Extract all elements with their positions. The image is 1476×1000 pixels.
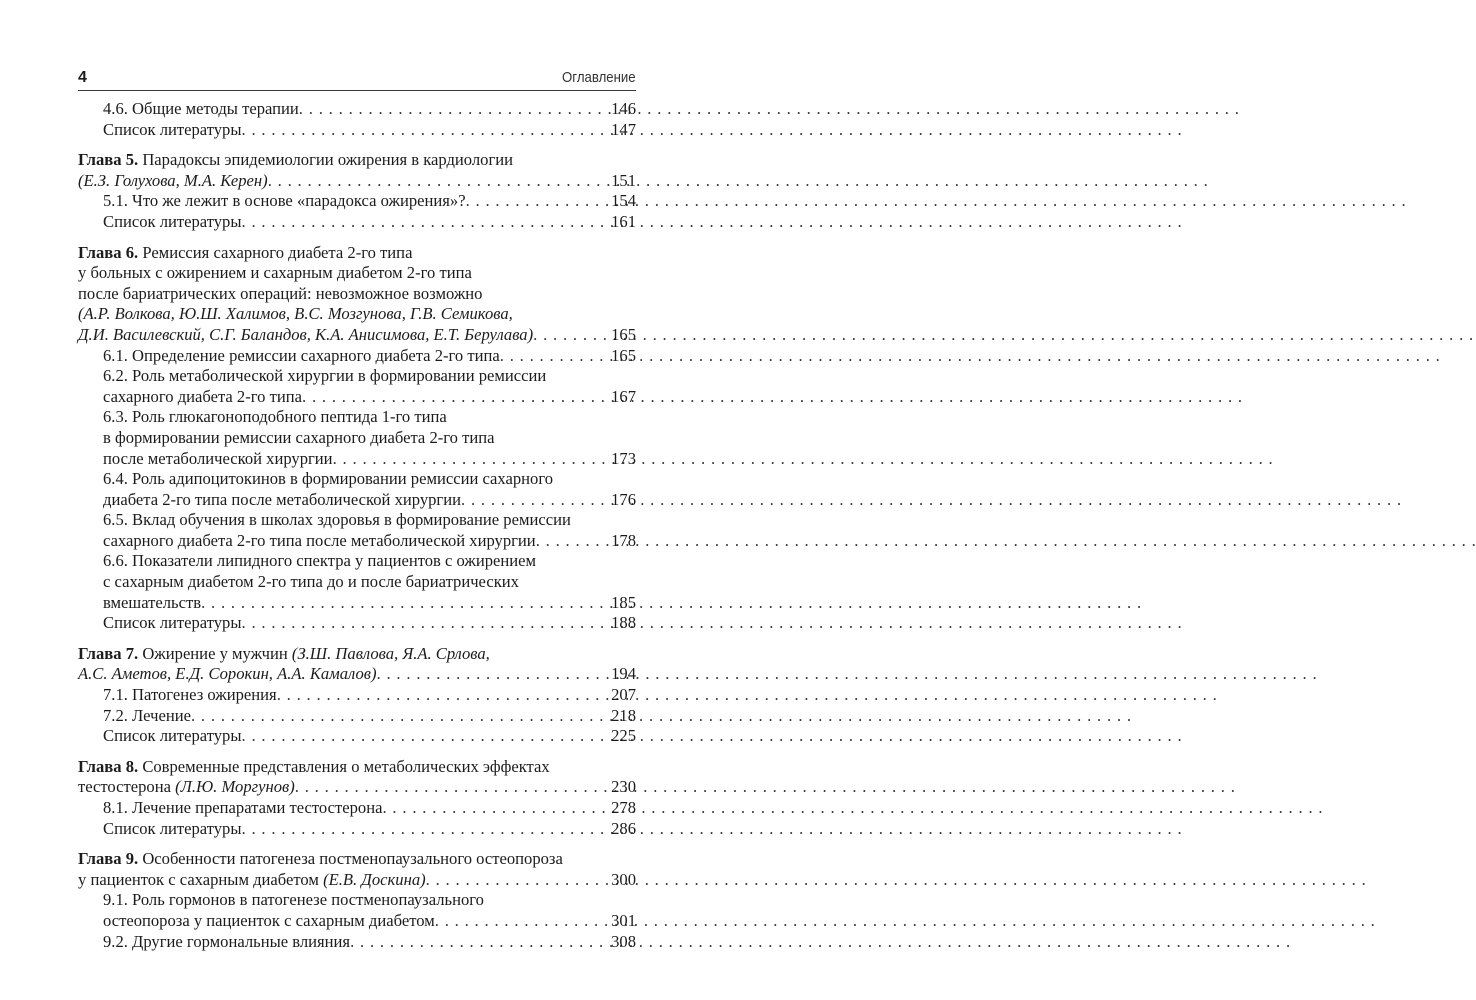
- toc-line: [78, 407, 636, 428]
- toc-text: 7.2. Лечение: [103, 705, 191, 725]
- toc-line-text: [103, 890, 484, 911]
- toc-entry-references[interactable]: [78, 819, 636, 840]
- toc-line-text: [78, 304, 513, 325]
- dot-leader: [466, 191, 610, 212]
- page-ref[interactable]: 188: [611, 613, 636, 633]
- page-ref[interactable]: 173: [611, 448, 636, 468]
- toc-text: сахарного диабета 2-го типа: [103, 386, 302, 406]
- toc-line: [78, 890, 636, 911]
- dot-leader: [461, 490, 609, 511]
- toc-text: Список литературы: [103, 818, 242, 838]
- toc-text: 9.1. Роль гормонов в патогенезе постменопаузального: [103, 890, 484, 910]
- dot-leader: [295, 777, 609, 798]
- toc-line-text: [103, 531, 536, 552]
- chapter-title: у пациенток с сахарным диабетом: [78, 869, 319, 889]
- toc-text: 6.1. Определение ремиссии сахарного диабета 2-го типа: [103, 345, 500, 365]
- chapter-authors: (А.Р. Волкова, Ю.Ш. Халимов, В.С. Мозгунова, Г.В. Семикова,: [78, 304, 513, 324]
- toc-entry-section-7-2[interactable]: [78, 706, 636, 727]
- toc-line: [78, 243, 636, 264]
- toc-line: [78, 150, 636, 171]
- dot-leader: [500, 346, 609, 367]
- toc-entry-references[interactable]: [78, 120, 636, 141]
- toc-line: [78, 428, 636, 449]
- chapter-title: у больных с ожирением и сахарным диабетом 2-го типа: [78, 263, 472, 283]
- toc-text: 6.3. Роль глюкагоноподобного пептида 1-го типа: [103, 407, 447, 427]
- page-ref[interactable]: 161: [611, 211, 636, 231]
- chapter-title: Особенности патогенеза постменопаузального остеопороза: [142, 849, 563, 869]
- page-number: 4: [78, 69, 87, 86]
- toc-line-text: [103, 685, 277, 706]
- toc-line-text: [103, 706, 191, 727]
- toc-text: Список литературы: [103, 211, 242, 231]
- dot-leader: [350, 932, 609, 953]
- toc-text: 5.1. Что же лежит в основе «парадокса ожирения»?: [103, 191, 466, 211]
- toc-chapter: [78, 243, 636, 634]
- dot-leader: [333, 449, 610, 470]
- page-ref[interactable]: 176: [611, 489, 636, 509]
- toc-line-text: [103, 212, 242, 233]
- toc-line-text: [103, 120, 242, 141]
- toc-line-text: [103, 99, 299, 120]
- toc-line-text: [103, 726, 242, 747]
- toc-line-text: [103, 490, 461, 511]
- toc-text: 6.2. Роль метаболической хирургии в формировании ремиссии: [103, 366, 547, 386]
- toc-chapter: [78, 644, 636, 747]
- toc-entry-section-6-3[interactable]: [78, 449, 636, 470]
- page-ref[interactable]: 194: [611, 664, 636, 684]
- toc-line-text: [103, 510, 571, 531]
- toc-text: диабета 2-го типа после метаболической хирургии: [103, 489, 461, 509]
- toc-chapter: [78, 150, 636, 232]
- toc-line-text: [103, 911, 435, 932]
- dot-leader: [382, 798, 609, 819]
- page-ref[interactable]: 308: [611, 931, 636, 951]
- page-ref[interactable]: 167: [611, 386, 636, 406]
- page-ref[interactable]: 185: [611, 592, 636, 612]
- chapter-authors: (Е.В. Доскина): [323, 869, 426, 889]
- toc-line-text: [103, 366, 546, 387]
- toc-entry-references[interactable]: [78, 212, 636, 233]
- toc-entry-section-7-1[interactable]: [78, 685, 636, 706]
- page-ref[interactable]: 218: [611, 705, 636, 725]
- toc-text: Список литературы: [103, 119, 242, 139]
- page-ref[interactable]: 154: [611, 191, 636, 211]
- toc-text: 4.6. Общие методы терапии: [103, 99, 299, 118]
- chapter-title: Современные представления о метаболических эффектах: [142, 756, 550, 776]
- toc-line-text: [103, 449, 333, 470]
- toc-line-text: [78, 849, 563, 870]
- toc-line: [78, 510, 636, 531]
- toc-line-text: [78, 644, 490, 665]
- chapter-label: Глава 5.: [78, 150, 139, 170]
- toc-entry-section-4-6[interactable]: [78, 99, 636, 120]
- page-ref[interactable]: 146: [611, 99, 636, 118]
- toc-line-text: [103, 407, 447, 428]
- chapter-label: Глава 9.: [78, 849, 139, 869]
- page-ref[interactable]: 230: [611, 777, 636, 797]
- dot-leader: [191, 706, 609, 727]
- toc-entry-references[interactable]: [78, 726, 636, 747]
- toc-text: в формировании ремиссии сахарного диабета 2-го типа: [103, 427, 495, 447]
- toc-line-text: [103, 572, 519, 593]
- chapter-title: Ремиссия сахарного диабета 2-го типа: [142, 242, 413, 262]
- page-ref[interactable]: 207: [611, 685, 636, 705]
- page-ref[interactable]: 165: [611, 324, 636, 344]
- toc-text: 6.4. Роль адипоцитокинов в формировании ремиссии сахарного: [103, 469, 554, 489]
- toc-text: 9.2. Другие гормональные влияния: [103, 931, 351, 951]
- toc-line: [78, 757, 636, 778]
- toc-line-text: [103, 819, 242, 840]
- page-ref[interactable]: 278: [611, 798, 636, 817]
- toc-entry-section-6-2[interactable]: [78, 387, 636, 408]
- toc-text: 8.1. Лечение препаратами тестостерона: [103, 798, 383, 817]
- chapter-heading-last-line[interactable]: [78, 325, 636, 346]
- chapter-heading-last-line[interactable]: [78, 171, 636, 192]
- toc-entry-section-6-4[interactable]: [78, 490, 636, 511]
- toc-line-text: [78, 284, 482, 305]
- toc-text: после метаболической хирургии: [103, 448, 333, 468]
- dot-leader: [299, 99, 609, 120]
- toc-line-text: [78, 325, 533, 346]
- chapter-authors: Д.И. Василевский, С.Г. Баландов, К.А. Анисимова, Е.Т. Берулава): [78, 324, 534, 344]
- toc-line: [78, 572, 636, 593]
- chapter-title: Ожирение у мужчин: [142, 643, 288, 663]
- toc-continuation: [78, 99, 636, 140]
- chapter-title: тестостерона: [78, 777, 171, 797]
- toc-line-text: [78, 870, 426, 891]
- toc-text: остеопороза у пациенток с сахарным диабетом: [103, 910, 435, 930]
- chapter-authors: (З.Ш. Павлова, Я.А. Срлова,: [291, 643, 490, 663]
- toc-line-text: [103, 428, 494, 449]
- chapter-authors: А.С. Аметов, Е.Д. Сорокин, А.А. Камалов): [78, 664, 377, 684]
- page-ref[interactable]: 225: [611, 726, 636, 746]
- dot-leader: [242, 613, 610, 634]
- toc-line-text: [78, 757, 550, 778]
- chapter-label: Глава 6.: [78, 242, 139, 262]
- toc-line-text: [78, 150, 513, 171]
- toc-line: [78, 644, 636, 665]
- toc-text: с сахарным диабетом 2-го типа до и после бариатрических: [103, 572, 519, 592]
- toc-line-text: [103, 613, 242, 634]
- toc-line: [78, 469, 636, 490]
- page-ref[interactable]: 178: [611, 530, 636, 550]
- chapter-heading-last-line[interactable]: [78, 777, 636, 798]
- dot-leader: [268, 171, 609, 192]
- toc-entry-section-6-1[interactable]: [78, 346, 636, 367]
- chapter-label: Глава 8.: [78, 756, 139, 776]
- toc-entry-section-6-6[interactable]: [78, 593, 636, 614]
- toc-text: сахарного диабета 2-го типа после метаболической хирургии: [103, 530, 536, 550]
- toc-line-text: [78, 243, 412, 264]
- toc-line-text: [103, 932, 350, 953]
- toc-text: вмешательств: [103, 592, 202, 612]
- toc-entry-section-6-5[interactable]: [78, 531, 636, 552]
- toc-entry-section-9-1[interactable]: [78, 911, 636, 932]
- toc-text: Список литературы: [103, 726, 242, 746]
- toc-line-text: [103, 469, 553, 490]
- page-ref[interactable]: 300: [611, 869, 636, 889]
- dot-leader: [533, 325, 609, 346]
- dot-leader: [435, 911, 609, 932]
- table-of-contents: [78, 99, 636, 952]
- book-page: [78, 62, 636, 952]
- toc-text: 6.5. Вклад обучения в школах здоровья в формирование ремиссии: [103, 510, 571, 530]
- toc-line: [78, 284, 636, 305]
- toc-line: [78, 304, 636, 325]
- chapter-title: после бариатрических операций: невозможное возможно: [78, 283, 483, 303]
- page-ref[interactable]: 165: [611, 345, 636, 365]
- toc-entry-section-8-1[interactable]: [78, 798, 636, 819]
- toc-line-text: [103, 798, 382, 819]
- dot-leader: [242, 212, 610, 233]
- page-ref[interactable]: 301: [611, 910, 636, 930]
- chapter-authors: (Е.З. Голухова, М.А. Керен): [78, 170, 268, 190]
- toc-entry-section-9-2[interactable]: [78, 932, 636, 953]
- toc-line-text: [103, 387, 302, 408]
- toc-line-text: [103, 191, 466, 212]
- dot-leader: [426, 870, 609, 891]
- toc-text: 6.6. Показатели липидного спектра у пациентов с ожирением: [103, 551, 537, 571]
- toc-line: [78, 849, 636, 870]
- toc-line-text: [78, 664, 377, 685]
- toc-line-text: [78, 171, 268, 192]
- chapter-authors: (Л.Ю. Моргунов): [175, 777, 295, 797]
- dot-leader: [302, 387, 609, 408]
- toc-line: [78, 366, 636, 387]
- dot-leader: [536, 531, 609, 552]
- toc-line-text: [103, 551, 536, 572]
- page-ref[interactable]: 151: [611, 170, 636, 190]
- dot-leader: [242, 726, 610, 747]
- toc-line-text: [103, 593, 201, 614]
- toc-entry-section-5-1[interactable]: [78, 191, 636, 212]
- toc-text: 7.1. Патогенез ожирения: [103, 685, 277, 705]
- dot-leader: [242, 819, 610, 840]
- toc-line: [78, 551, 636, 572]
- page-ref[interactable]: 286: [611, 818, 636, 838]
- dot-leader: [377, 664, 610, 685]
- toc-entry-references[interactable]: [78, 613, 636, 634]
- page-ref[interactable]: 147: [611, 119, 636, 139]
- toc-line-text: [103, 346, 500, 367]
- toc-text: Список литературы: [103, 613, 242, 633]
- running-section-title: Оглавление: [562, 69, 636, 86]
- chapter-label: Глава 7.: [78, 643, 139, 663]
- toc-line: [78, 263, 636, 284]
- running-header: [78, 62, 636, 91]
- dot-leader: [201, 593, 609, 614]
- chapter-heading-last-line[interactable]: [78, 870, 636, 891]
- toc-chapter: [78, 849, 636, 952]
- dot-leader: [277, 685, 609, 706]
- toc-line-text: [78, 777, 295, 798]
- dot-leader: [242, 120, 610, 141]
- chapter-title: Парадоксы эпидемиологии ожирения в кардиологии: [142, 150, 514, 170]
- chapter-heading-last-line[interactable]: [78, 664, 636, 685]
- toc-line-text: [78, 263, 472, 284]
- toc-chapter: [78, 757, 636, 839]
